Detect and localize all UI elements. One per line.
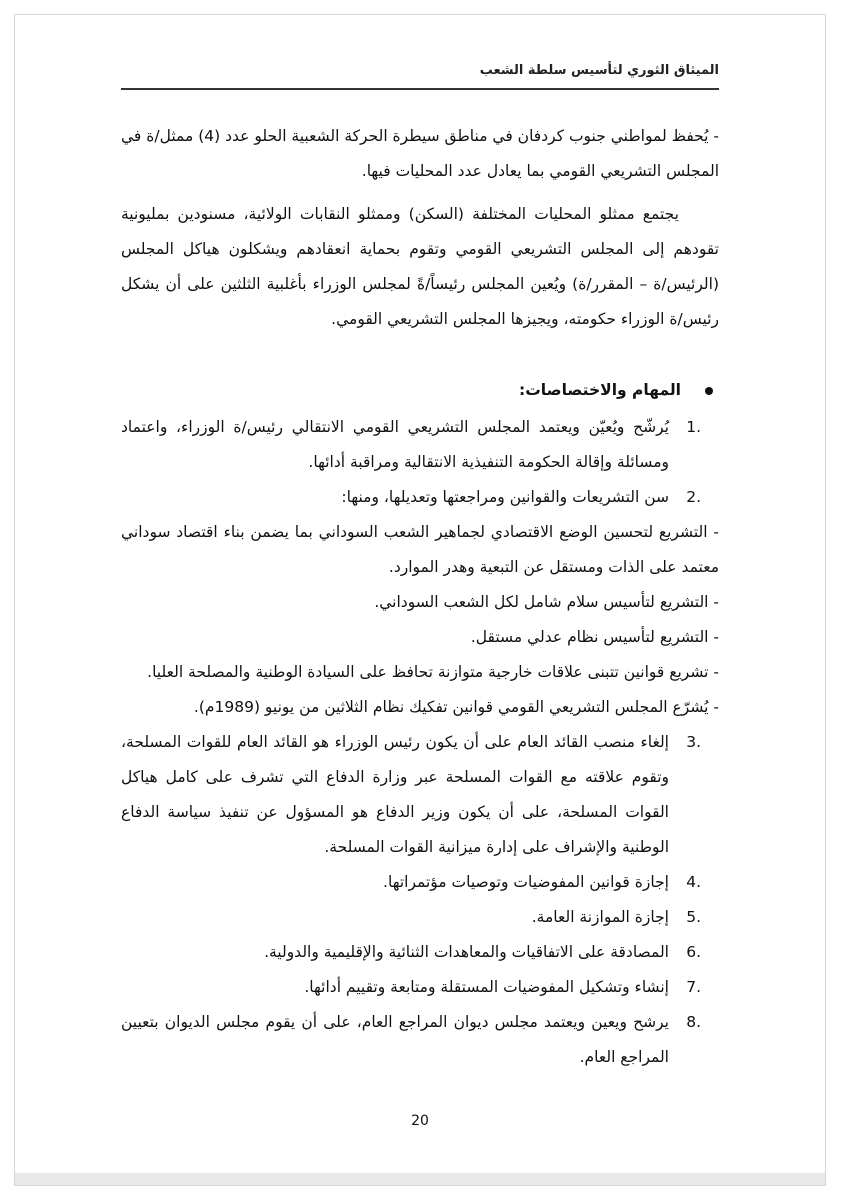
spacer (121, 337, 719, 369)
item-number: 6. (686, 943, 701, 961)
document-page (14, 14, 826, 1186)
page-header (121, 63, 719, 90)
page-body (121, 119, 719, 1075)
item-number: 7. (686, 978, 701, 996)
item-number: 3. (686, 733, 701, 751)
item-number: 4. (686, 873, 701, 891)
paragraph: يجتمع ممثلو المحليات المختلفة (السكن) وممثلو النقابات الولائية، مسنودين بمليونية تقودهم إلى المجلس التشريعي القومي وتقوم بحماية انعقادهم ويشكلون هياكل المجلس (الرئيس/ة – المقرر/ة) ويُعين المجلس رئيساً/ةً لمجلس الوزراء بأغلبية الثلثين على أن يشكل رئيس/ة الوزراء حكومته، ويجيزها المجلس التشريعي القومي. (121, 205, 719, 328)
page-number (15, 1113, 825, 1129)
bullet-icon (705, 387, 713, 395)
numbered-item (121, 935, 701, 970)
dash-item: - التشريع لتأسيس سلام شامل لكل الشعب السوداني. (374, 593, 719, 611)
item-text: يُرشّح ويُعيّن ويعتمد المجلس التشريعي القومي الانتقالي رئيس/ة الوزراء، واعتماد ومسائلة وإقالة الحكومة التنفيذية الانتقالية ومراقبة أدائها. (121, 418, 669, 471)
numbered-item (121, 900, 701, 935)
item-text: إجازة الموازنة العامة. (531, 908, 669, 926)
numbered-item (121, 410, 701, 480)
item-text: إجازة قوانين المفوضيات وتوصيات مؤتمراتها. (383, 873, 669, 891)
section-heading (121, 373, 719, 408)
numbered-item (121, 725, 701, 865)
page-number-text: 20 (411, 1113, 429, 1129)
dash-item: - تشريع قوانين تتبنى علاقات خارجية متوازنة تحافظ على السيادة الوطنية والمصلحة العليا. (147, 663, 719, 681)
item-text: إلغاء منصب القائد العام على أن يكون رئيس الوزراء هو القائد العام للقوات المسلحة، وتقوم علاقته مع القوات المسلحة عبر وزارة الدفاع التي تشرف على كامل هياكل القوات المسلحة، على أن يكون وزير الدفاع هو المسؤول عن تنفيذ سياسة الدفاع الوطنية والإشراف على إدارة ميزانية القوات المسلحة. (121, 733, 669, 856)
item-number: 8. (686, 1013, 701, 1031)
paragraph: - يُحفظ لمواطني جنوب كردفان في مناطق سيطرة الحركة الشعبية الحلو عدد (4) ممثل/ة في المجلس التشريعي القومي بما يعادل عدد المحليات فيها. (121, 127, 719, 180)
dash-item: - التشريع لتأسيس نظام عدلي مستقل. (470, 628, 719, 646)
page-bottom-edge (15, 1173, 825, 1185)
item-number: 2. (686, 488, 701, 506)
item-text: سن التشريعات والقوانين ومراجعتها وتعديلها، ومنها: (341, 488, 669, 506)
spacer (121, 189, 719, 197)
numbered-item (121, 480, 701, 515)
item-number: 1. (686, 418, 701, 436)
header-title: الميثاق الثوري لتأسيس سلطة الشعب (479, 63, 719, 78)
numbered-item (121, 1005, 701, 1075)
dash-item: - التشريع لتحسين الوضع الاقتصادي لجماهير الشعب السوداني بما يضمن بناء اقتصاد سوداني معتمد على الذات ومستقل عن التبعية وهدر الموارد. (121, 523, 719, 576)
dash-item: - يُشرّع المجلس التشريعي القومي قوانين تفكيك نظام الثلاثين من يونيو (1989م). (193, 698, 719, 716)
item-text: يرشح ويعين ويعتمد مجلس ديوان المراجع العام، على أن يقوم مجلس الديوان بتعيين المراجع العام. (121, 1013, 669, 1066)
section-title: المهام والاختصاصات: (519, 381, 681, 399)
item-text: إنشاء وتشكيل المفوضيات المستقلة ومتابعة وتقييم أدائها. (304, 978, 669, 996)
numbered-item (121, 865, 701, 900)
numbered-item (121, 970, 701, 1005)
item-text: المصادقة على الاتفاقيات والمعاهدات الثنائية والإقليمية والدولية. (264, 943, 669, 961)
item-number: 5. (686, 908, 701, 926)
